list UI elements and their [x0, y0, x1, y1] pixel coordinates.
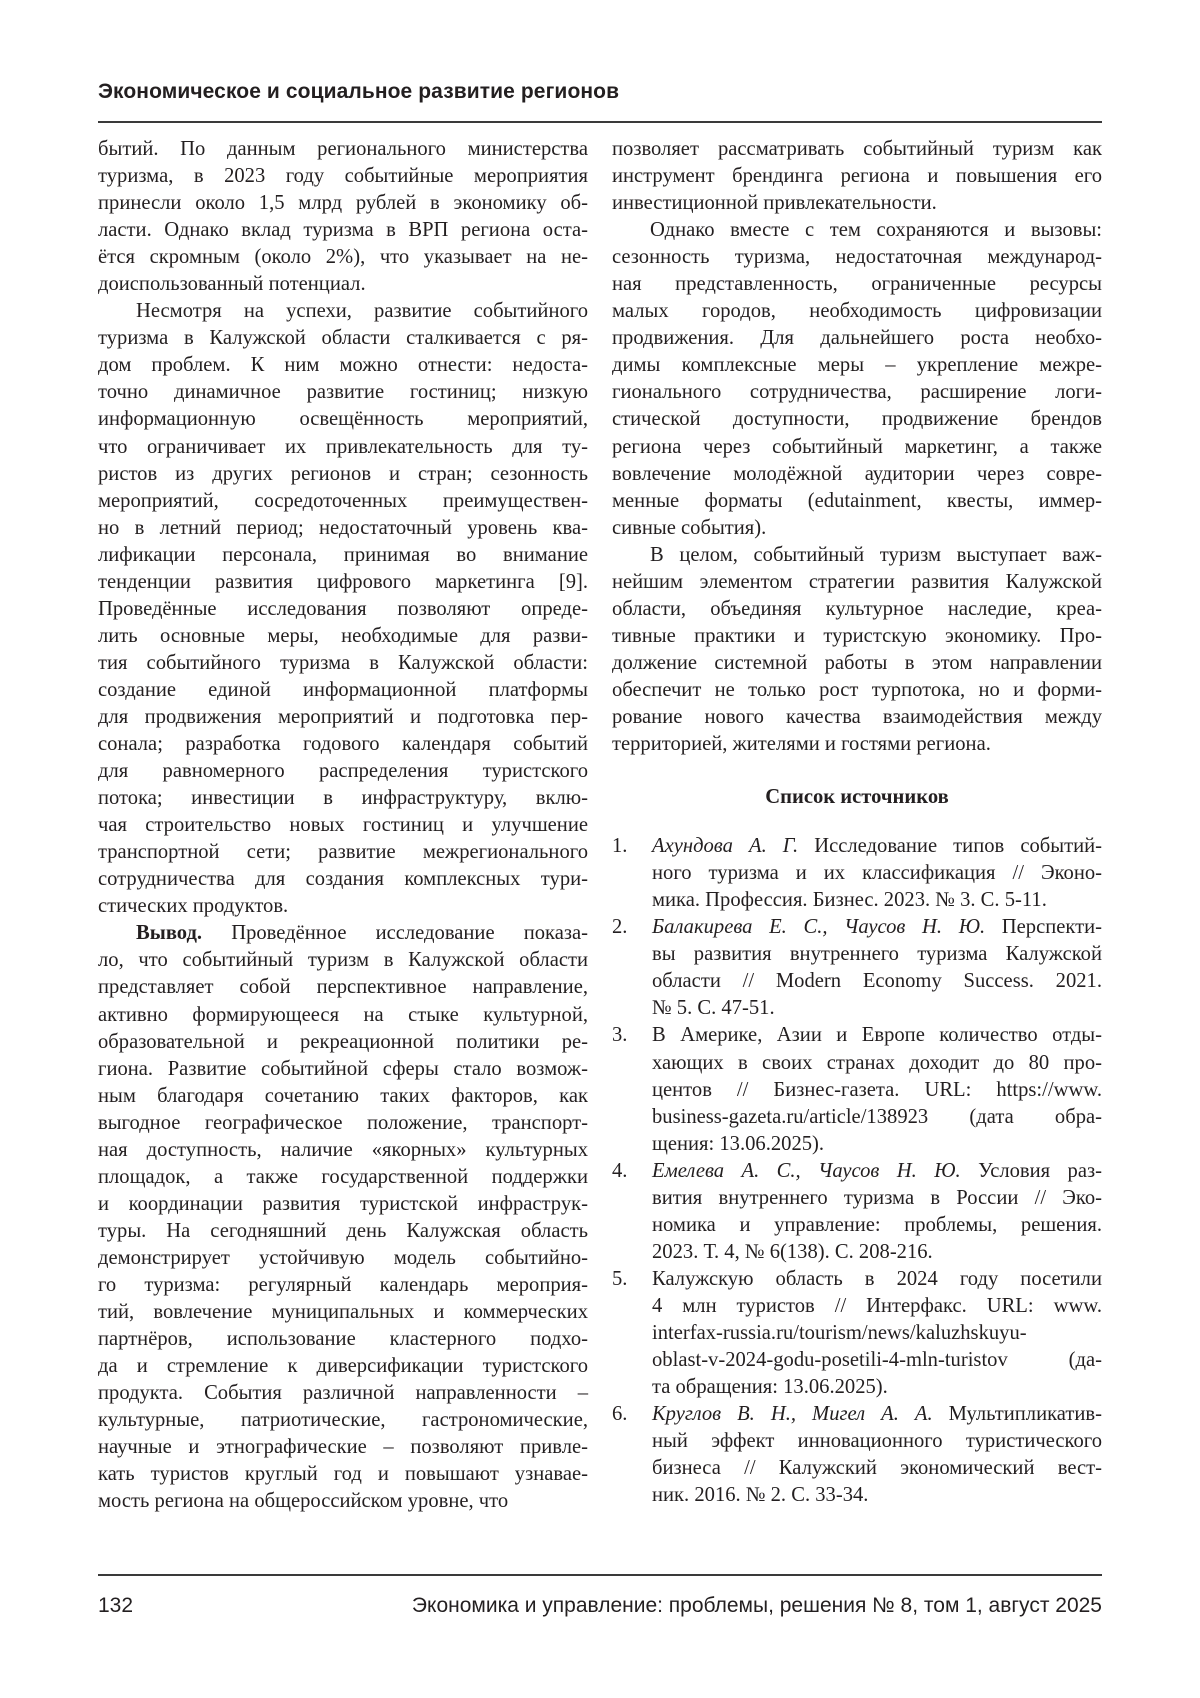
reference-item [612, 1158, 1102, 1266]
text-line: вы развития внутреннего туризма Калужской [652, 943, 1102, 966]
reference-text [652, 914, 1102, 1022]
text-line: туризма, в 2023 году событийные мероприятия [98, 165, 588, 188]
text-line: нейшим элементом стратегии развития Калужской [612, 570, 1102, 593]
reference-number: 4. [612, 1159, 628, 1182]
page-number: 132 [98, 1594, 134, 1617]
reference-number: 3. [612, 1024, 628, 1047]
reference-text [652, 1022, 1102, 1157]
footer-rule [98, 1574, 1102, 1576]
text-line: ло, что событийный туризм в Калужской области [98, 949, 588, 972]
text-line: инструмент брендинга региона и повышения его [612, 165, 1102, 188]
text-line: территорией, жителями и гостями региона. [612, 733, 991, 756]
reference-number: 1. [612, 835, 628, 858]
text-line: ник. 2016. № 2. С. 33-34. [652, 1484, 869, 1507]
text-line: ного туризма и их классификация // Эконо- [652, 862, 1102, 885]
text-line: Круглов В. Н., Мигел А. А. Мультипликатив- [652, 1403, 1102, 1426]
reference-item [612, 1022, 1102, 1157]
text-line: бытий. По данным регионального министерства [98, 138, 588, 160]
text-line: oblast-v-2024-godu-posetili-4-mln-turistov (да- [652, 1349, 1102, 1372]
text-line: мика. Профессия. Бизнес. 2023. № 3. С. 5-11. [652, 889, 1047, 912]
text-line: щения: 13.06.2025). [652, 1132, 825, 1155]
left-column [98, 136, 588, 1515]
reference-text [652, 1401, 1102, 1509]
references-list [612, 833, 1102, 1509]
text-line: да и стремление к диверсификации туристского [98, 1355, 588, 1378]
text-line: потока; инвестиции в инфраструктуру, вклю- [98, 787, 588, 810]
text-line: В целом, событийный туризм выступает важ- [650, 543, 1102, 566]
text-line: Вывод. Проведённое исследование показа- [136, 922, 588, 945]
text-line: информационную освещённость мероприятий, [98, 408, 588, 431]
reference-number: 2. [612, 916, 628, 939]
text-line: точно динамичное развитие гостиниц; низкую [98, 381, 588, 404]
text-line: тий, вовлечение муниципальных и коммерческих [98, 1301, 588, 1324]
text-line: 4 млн туристов // Интерфакс. URL: www. [652, 1294, 1102, 1317]
reference-item [612, 1401, 1102, 1509]
reference-item [612, 833, 1102, 914]
text-line: гиона. Развитие событийной сферы стало возмож- [98, 1057, 588, 1080]
text-line: для равномерного распределения туристского [98, 760, 588, 783]
text-line: лификации персонала, принимая во внимание [98, 543, 588, 566]
text-line: interfax-russia.ru/tourism/news/kaluzhskuyu- [652, 1321, 1027, 1344]
running-head: Экономическое и социальное развитие регионов [98, 80, 620, 103]
text-line: номика и управление: проблемы, решения. [652, 1213, 1102, 1236]
text-line: культурные, патриотические, гастрономические, [98, 1409, 588, 1432]
text-line: чая строительство новых гостиниц и улучшение [98, 814, 588, 837]
text-line: менные форматы (edutainment, квесты, иммер- [612, 489, 1102, 512]
text-line: демонстрирует устойчивую модель событийно- [98, 1246, 588, 1269]
paragraph [612, 217, 1102, 542]
text-line: стических продуктов. [98, 895, 289, 918]
text-line: продукта. События различной направленности – [98, 1382, 588, 1405]
text-line: представляет собой перспективное направление, [98, 976, 588, 999]
text-line: создание единой информационной платформы [98, 678, 588, 701]
text-line: мероприятий, сосредоточенных преимуществен- [98, 489, 588, 512]
text-line: научные и этнографические – позволяют привле- [98, 1436, 588, 1459]
text-line: бизнеса // Калужский экономический вест- [652, 1457, 1102, 1480]
text-line: принесли около 1,5 млрд рублей в экономику об- [98, 192, 588, 215]
text-line: тия событийного туризма в Калужской области: [98, 651, 588, 674]
reference-text [652, 833, 1102, 914]
text-line: но в летний период; недостаточный уровень ква- [98, 516, 588, 539]
reference-item [612, 914, 1102, 1022]
text-line: димы комплексные меры – укрепление межре- [612, 354, 1102, 377]
header-rule [98, 121, 1102, 123]
text-line: Калужскую область в 2024 году посетили [652, 1267, 1102, 1290]
references-heading: Список источников [765, 786, 949, 809]
reference-authors: Емелева А. С., Чаусов Н. Ю. [652, 1159, 961, 1182]
text-line: для продвижения мероприятий и подготовка пер- [98, 705, 588, 728]
text-line: активно формирующееся на стыке культурной, [98, 1003, 588, 1026]
reference-text [652, 1266, 1102, 1401]
text-line: business-gazeta.ru/article/138923 (дата обра- [652, 1105, 1102, 1128]
text-line: Балакирева Е. С., Чаусов Н. Ю. Перспекти- [652, 916, 1102, 939]
text-line: региона через событийный маркетинг, а также [612, 435, 1102, 458]
reference-authors: Круглов В. Н., Мигел А. А. [652, 1403, 933, 1426]
text-line: хающих в своих странах доходит до 80 про- [652, 1051, 1102, 1074]
text-line: Проведённые исследования позволяют опреде- [98, 597, 588, 620]
reference-authors: Ахундова А. Г. [652, 835, 799, 858]
reference-number: 5. [612, 1267, 628, 1290]
text-line: В Америке, Азии и Европе количество отды- [652, 1024, 1102, 1047]
paragraph [612, 542, 1102, 758]
text-line: № 5. С. 47-51. [652, 997, 775, 1020]
text-line: тивные практики и туристскую экономику. Про- [612, 624, 1102, 647]
text-line: Ахундова А. Г. Исследование типов событий- [652, 835, 1102, 858]
text-line: вовлечение молодёжной аудитории через совре- [612, 462, 1102, 485]
text-line: продвижения. Для дальнейшего роста необхо- [612, 327, 1102, 350]
right-column [612, 136, 1102, 1509]
reference-item [612, 1266, 1102, 1401]
text-line: ный эффект инновационного туристического [652, 1430, 1102, 1453]
text-line: должение системной работы в этом направлении [612, 651, 1102, 674]
text-line: образовательной и рекреационной политики ре- [98, 1030, 588, 1053]
text-line: ным благодаря сочетанию таких факторов, как [98, 1084, 588, 1107]
text-line: ристов из других регионов и стран; сезонность [98, 462, 588, 485]
text-line: стической доступности, продвижение брендов [612, 408, 1102, 431]
text-line: малых городов, необходимость цифровизации [612, 300, 1102, 323]
text-line: Однако вместе с тем сохраняются и вызовы: [650, 219, 1102, 242]
paragraph [98, 298, 588, 920]
paragraph [98, 136, 588, 298]
reference-authors: Балакирева Е. С., Чаусов Н. Ю. [652, 916, 986, 939]
paragraph [612, 136, 1102, 217]
text-line: области, объединяя культурное наследие, креа- [612, 597, 1102, 620]
text-line: ная доступность, наличие «якорных» культурных [98, 1138, 588, 1161]
text-line: площадок, а также государственной поддержки [98, 1165, 588, 1188]
text-line: позволяет рассматривать событийный туризм как [612, 138, 1102, 160]
text-line: сотрудничества для создания комплексных тури- [98, 868, 588, 891]
text-line: доиспользованный потенциал. [98, 273, 366, 296]
text-line: туры. На сегодняшний день Калужская область [98, 1219, 588, 1242]
text-line: и координации развития туристской инфраструк- [98, 1192, 588, 1215]
text-line: кать туристов круглый год и повышают узнавае- [98, 1463, 588, 1486]
conclusion-label: Вывод. [136, 922, 203, 945]
journal-citation: Экономика и управление: проблемы, решения № 8, том 1, август 2025 [411, 1594, 1102, 1617]
text-line: туризма в Калужской области сталкивается с ря- [98, 327, 588, 350]
paragraph [98, 920, 588, 1515]
text-line: центов // Бизнес-газета. URL: https://www. [652, 1078, 1102, 1101]
text-line: транспортной сети; развитие межрегионального [98, 841, 588, 864]
text-line: гионального сотрудничества, расширение логи- [612, 381, 1102, 404]
text-line: лить основные меры, необходимые для разви- [98, 624, 588, 647]
text-line: сонала; разработка годового календаря событий [98, 733, 588, 756]
reference-text [652, 1158, 1102, 1266]
text-line: Несмотря на успехи, развитие событийного [136, 300, 588, 323]
text-line: Емелева А. С., Чаусов Н. Ю. Условия раз- [652, 1159, 1102, 1182]
text-line: мость региона на общероссийском уровне, что [98, 1490, 509, 1513]
text-line: инвестиционной привлекательности. [612, 192, 937, 215]
text-line: рование нового качества взаимодействия между [612, 705, 1102, 728]
text-line: области // Modern Economy Success. 2021. [652, 970, 1102, 993]
reference-number: 6. [612, 1403, 628, 1426]
text-line: тенденции развития цифрового маркетинга [9]. [98, 570, 588, 593]
text-line: сивные события). [612, 516, 767, 539]
text-line: ётся скромным (около 2%), что указывает на не- [98, 246, 588, 269]
text-line: вития внутреннего туризма в России // Эко- [652, 1186, 1102, 1209]
text-line: ная представленность, ограниченные ресурсы [612, 273, 1102, 296]
text-line: та обращения: 13.06.2025). [652, 1376, 888, 1399]
text-line: что ограничивает их привлекательность для ту- [98, 435, 588, 458]
text-line: 2023. Т. 4, № 6(138). С. 208-216. [652, 1240, 933, 1263]
text-line: ласти. Однако вклад туризма в ВРП региона оста- [98, 219, 588, 242]
text-line: обеспечит не только рост турпотока, но и форми- [612, 678, 1102, 701]
text-line: сезонность туризма, недостаточная международ- [612, 246, 1102, 269]
text-line: выгодное географическое положение, транспорт- [98, 1111, 588, 1134]
text-line: партнёров, использование кластерного подхо- [98, 1328, 588, 1351]
text-line: го туризма: регулярный календарь мероприя- [98, 1273, 588, 1296]
text-line: дом проблем. К ним можно отнести: недоста- [98, 354, 588, 377]
